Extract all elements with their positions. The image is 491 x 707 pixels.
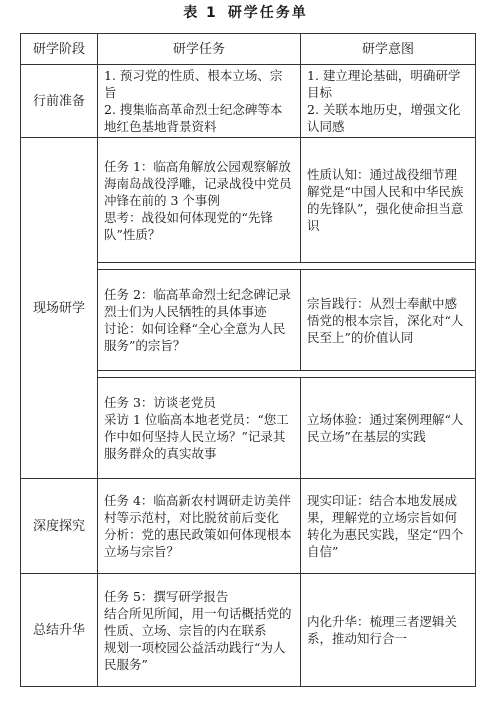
intent-cell bbox=[301, 574, 476, 687]
task-line: 任务 3：访谈老党员 bbox=[104, 395, 216, 410]
task-line: 规划一项校园公益活动践行“为人民服务” bbox=[104, 639, 286, 672]
stage-cell: 现场研学 bbox=[21, 138, 98, 479]
table-title: 研学任务单 bbox=[227, 5, 308, 21]
header-row bbox=[21, 34, 476, 65]
task-line: 采访 1 位临高本地老党员：“您工作中如何坚持人民立场？”记录其服务群众的真实故事 bbox=[104, 412, 289, 461]
stage-cell: 深度探究 bbox=[21, 479, 98, 574]
intent-line: 2. 关联本地历史，增强文化认同感 bbox=[307, 102, 461, 134]
task-line: 分析：党的惠民政策如何体现根本立场与宗旨？ bbox=[104, 527, 292, 559]
table-row bbox=[21, 479, 476, 574]
row-gap-cell bbox=[98, 263, 476, 270]
intent-cell bbox=[301, 479, 476, 574]
task-line: 任务 5：撰写研学报告 bbox=[104, 588, 229, 604]
intent-line: 内化升华：梳理三者逻辑关系，推动知行合一 bbox=[307, 614, 458, 646]
header-task: 研学任务 bbox=[98, 34, 301, 65]
task-line: 1. 预习党的性质、根本立场、宗旨 bbox=[104, 68, 283, 100]
task-line: 思考：战役如何体现党的“先锋队”性质？ bbox=[104, 209, 273, 242]
intent-line: 宗旨践行：从烈士奉献中感悟党的根本宗旨，深化对“人民至上”的价值认同 bbox=[307, 295, 464, 345]
task-cell bbox=[98, 138, 301, 263]
task-line: 2. 搜集临高革命烈士纪念碑等本地红色基地背景资料 bbox=[104, 102, 283, 134]
header-stage: 研学阶段 bbox=[21, 34, 98, 65]
task-cell bbox=[98, 65, 301, 138]
table-row bbox=[21, 138, 476, 263]
table-row bbox=[21, 574, 476, 687]
intent-line: 性质认知：通过战役细节理解党是“中国人民和中华民族的先锋队”，强化使命担当意识 bbox=[307, 167, 464, 233]
intent-line: 现实印证：结合本地发展成果，理解党的立场宗旨如何转化为惠民实践，坚定“四个自信” bbox=[307, 493, 464, 559]
task-line: 任务 4：临高新农村调研走访美伴村等示范村，对比脱贫前后变化 bbox=[104, 493, 291, 525]
task-line: 任务 2：临高革命烈士纪念碑记录烈士们为人民牺牲的具体事迹 bbox=[104, 287, 291, 319]
task-cell bbox=[98, 270, 301, 371]
intent-line: 1. 建立理论基础，明确研学目标 bbox=[307, 68, 461, 100]
intent-cell bbox=[301, 65, 476, 138]
stage-cell: 行前准备 bbox=[21, 65, 98, 138]
table-number: 表 1 bbox=[183, 5, 218, 21]
table-row bbox=[21, 65, 476, 138]
header-intent: 研学意图 bbox=[301, 34, 476, 65]
intent-cell bbox=[301, 378, 476, 479]
intent-line: 立场体验：通过案例理解“人民立场”在基层的实践 bbox=[307, 412, 464, 444]
task-line: 结合所见所闻，用一句话概括党的性质、立场、宗旨的内在联系 bbox=[104, 605, 292, 638]
intent-cell bbox=[301, 138, 476, 263]
study-task-table bbox=[20, 33, 476, 687]
stage-cell: 总结升华 bbox=[21, 574, 98, 687]
task-cell bbox=[98, 479, 301, 574]
task-line: 任务 1：临高角解放公园观察解放海南岛战役浮雕，记录战役中党员冲锋在前的 3 个事例 bbox=[104, 158, 292, 208]
row-gap-cell bbox=[98, 371, 476, 378]
task-line: 讨论：如何诠释“全心全意为人民服务”的宗旨？ bbox=[104, 321, 286, 353]
task-cell bbox=[98, 378, 301, 479]
table-caption bbox=[0, 4, 491, 22]
intent-cell bbox=[301, 270, 476, 371]
task-cell bbox=[98, 574, 301, 687]
